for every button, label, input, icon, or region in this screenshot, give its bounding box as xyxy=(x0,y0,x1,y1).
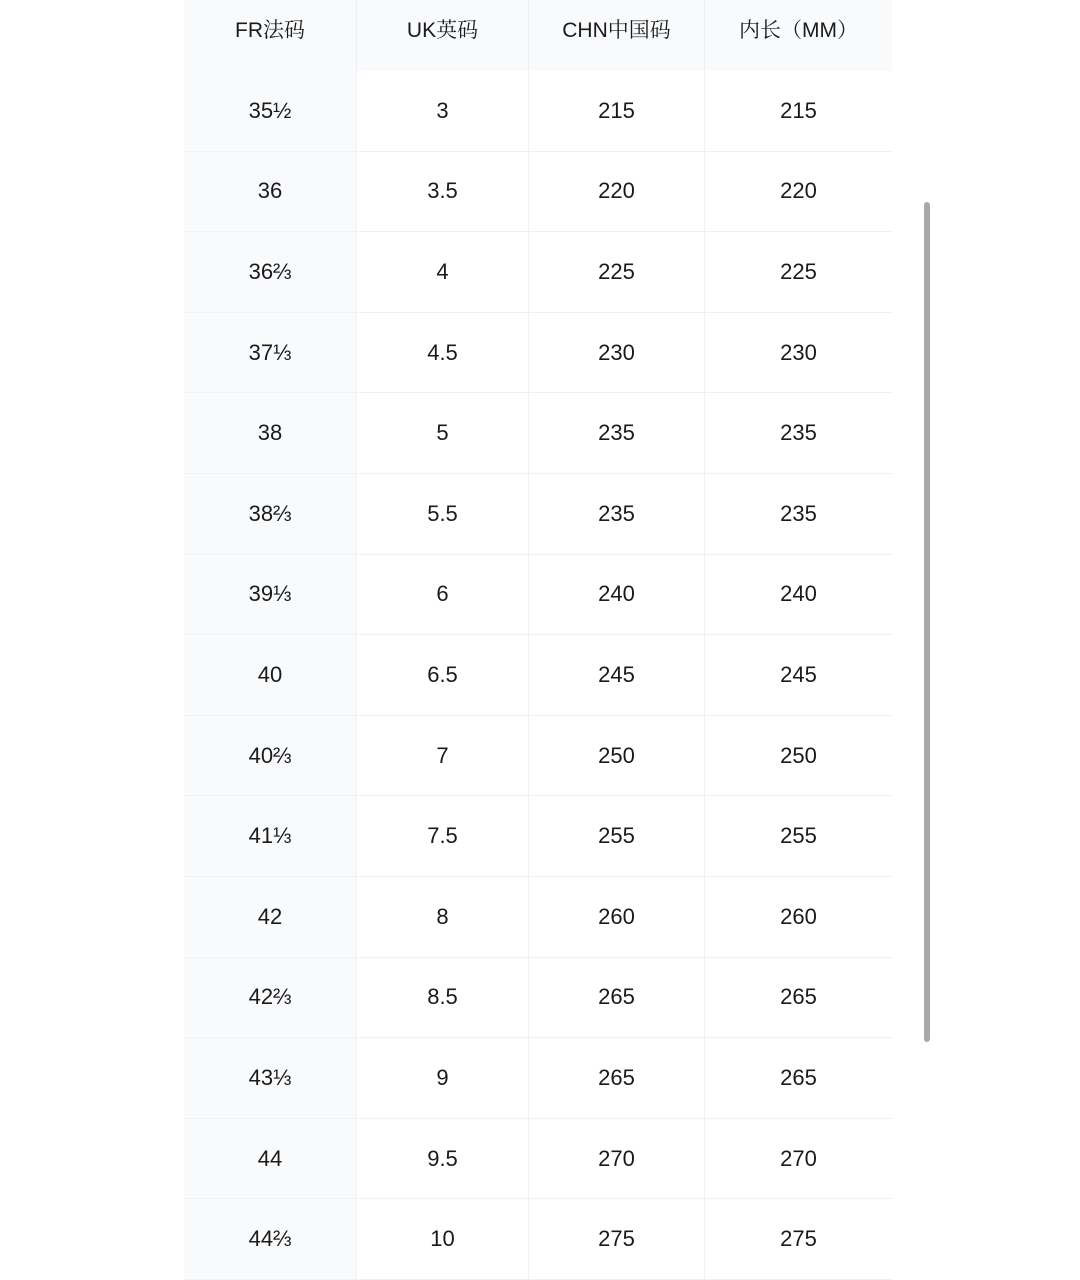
table-row xyxy=(184,71,892,152)
cell-length: 225 xyxy=(780,258,817,284)
cell-fr: 36 xyxy=(184,152,357,232)
cell-length: 240 xyxy=(780,581,817,607)
cell-length: 260 xyxy=(780,903,817,929)
cell-chn: 235 xyxy=(529,474,705,554)
cell-uk: 7.5 xyxy=(357,796,529,876)
cell-fr: 38 xyxy=(184,393,357,473)
header-uk: UK英码 xyxy=(357,0,529,71)
table-row xyxy=(184,635,892,716)
cell-uk: 5.5 xyxy=(357,474,529,554)
table-row xyxy=(184,313,892,394)
cell-chn: 220 xyxy=(529,152,705,232)
table-row xyxy=(184,393,892,474)
cell-length: 235 xyxy=(780,420,817,446)
cell-uk: 4 xyxy=(357,232,529,312)
cell-uk: 5 xyxy=(357,393,529,473)
header-length: 内长（MM） xyxy=(739,18,858,42)
header-chn: CHN中国码 xyxy=(529,0,705,71)
cell-uk: 3.5 xyxy=(357,152,529,232)
cell-chn: 225 xyxy=(529,232,705,312)
header-fr: FR法码 xyxy=(184,0,357,71)
table-row xyxy=(184,474,892,555)
cell-uk: 10 xyxy=(357,1199,529,1279)
table-row xyxy=(184,958,892,1039)
vertical-scrollbar[interactable] xyxy=(924,202,930,1042)
cell-uk: 8 xyxy=(357,877,529,957)
cell-fr: 36⅔ xyxy=(184,232,357,312)
cell-chn: 245 xyxy=(529,635,705,715)
cell-fr: 37⅓ xyxy=(184,313,357,393)
cell-length: 255 xyxy=(780,823,817,849)
cell-uk: 6.5 xyxy=(357,635,529,715)
cell-fr: 42 xyxy=(184,877,357,957)
cell-uk: 4.5 xyxy=(357,313,529,393)
cell-chn: 215 xyxy=(529,71,705,151)
cell-fr: 38⅔ xyxy=(184,474,357,554)
cell-fr: 40 xyxy=(184,635,357,715)
cell-length: 235 xyxy=(780,500,817,526)
cell-length: 250 xyxy=(780,742,817,768)
cell-chn: 260 xyxy=(529,877,705,957)
table-row xyxy=(184,716,892,797)
cell-fr: 42⅔ xyxy=(184,958,357,1038)
cell-chn: 240 xyxy=(529,555,705,635)
table-row xyxy=(184,1038,892,1119)
table-row xyxy=(184,796,892,877)
table-row xyxy=(184,1199,892,1280)
cell-length: 275 xyxy=(780,1226,817,1252)
cell-length: 270 xyxy=(780,1145,817,1171)
cell-length: 230 xyxy=(780,339,817,365)
cell-fr: 41⅓ xyxy=(184,796,357,876)
table-row xyxy=(184,152,892,233)
cell-uk: 8.5 xyxy=(357,958,529,1038)
table-header xyxy=(184,0,892,71)
cell-length: 265 xyxy=(780,984,817,1010)
cell-chn: 265 xyxy=(529,958,705,1038)
table-row xyxy=(184,877,892,958)
cell-uk: 3 xyxy=(357,71,529,151)
cell-chn: 275 xyxy=(529,1199,705,1279)
cell-fr: 43⅓ xyxy=(184,1038,357,1118)
cell-length: 245 xyxy=(780,661,817,687)
cell-chn: 270 xyxy=(529,1119,705,1199)
table-row xyxy=(184,1119,892,1200)
cell-fr: 44 xyxy=(184,1119,357,1199)
size-chart-table xyxy=(184,0,892,1280)
cell-uk: 6 xyxy=(357,555,529,635)
cell-chn: 250 xyxy=(529,716,705,796)
cell-uk: 9.5 xyxy=(357,1119,529,1199)
cell-length: 215 xyxy=(780,97,817,123)
cell-chn: 265 xyxy=(529,1038,705,1118)
cell-length: 265 xyxy=(780,1064,817,1090)
cell-fr: 39⅓ xyxy=(184,555,357,635)
cell-chn: 235 xyxy=(529,393,705,473)
table-row xyxy=(184,555,892,636)
cell-chn: 230 xyxy=(529,313,705,393)
cell-fr: 40⅔ xyxy=(184,716,357,796)
table-row xyxy=(184,232,892,313)
cell-chn: 255 xyxy=(529,796,705,876)
cell-fr: 35½ xyxy=(184,71,357,151)
cell-length: 220 xyxy=(780,178,817,204)
cell-fr: 44⅔ xyxy=(184,1199,357,1279)
cell-uk: 7 xyxy=(357,716,529,796)
cell-uk: 9 xyxy=(357,1038,529,1118)
